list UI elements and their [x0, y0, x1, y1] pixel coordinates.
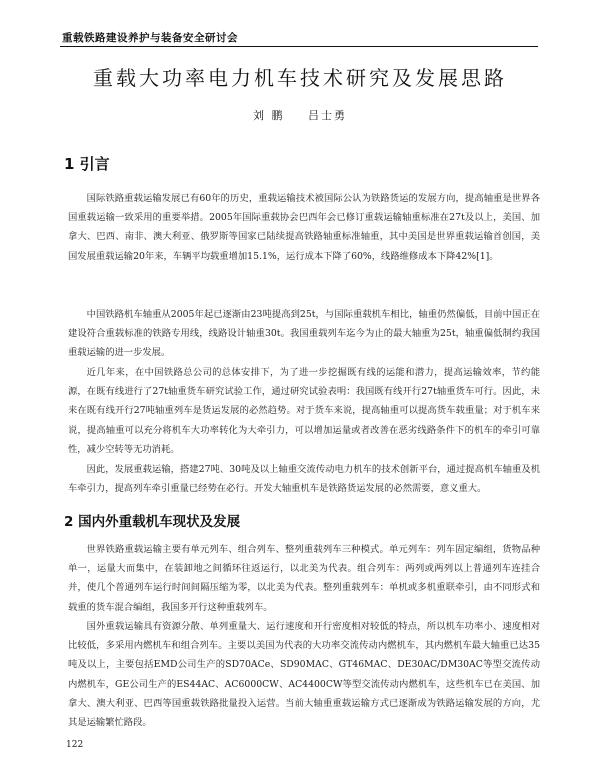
running-header: 重载铁路建设养护与装备安全研讨会 [62, 32, 238, 44]
paper-title: 重载大功率电力机车技术研究及发展思路 [93, 66, 507, 90]
body-paragraph: 因此，发展重载运输，搭建27吨、30吨及以上轴重交流传动电力机车的技术创新平台，通过提高机车轴重及机车牵引力，提高列车牵引重量已经势在必行。开发大轴重机车是铁路货运发展的必然需要，意义重大。 [68, 464, 540, 495]
body-paragraph: 中国铁路机车轴重从2005年起已逐渐由23吨提高到25t，与国际重载机车相比，轴重仍然偏低，目前中国正在建设符合重载标准的铁路专用线，线路设计轴重30t。我国重载列车迄今为止的最大轴重为25t，轴重偏低制约我国重载运输的进一步发展。 [68, 309, 540, 359]
body-paragraph: 国际铁路重载运输发展已有60年的历史，重载运输技术被国际公认为铁路货运的发展方向，提高轴重是世界各国重载运输一致采用的重要举措。2005年国际重载协会巴西年会已修订重载运输轴重标准在27t及以上，美国、加拿大、巴西、南非、澳大利亚、俄罗斯等国家已陆续提高铁路轴重标准轴重，其中美国是世界重载运输首创国，美国发展重载运输20年来，车辆平均载重增加15.1%，运行成本下降了60%，线路维修成本下降42%[1]。 [68, 193, 540, 262]
body-paragraph: 世界铁路重载运输主要有单元列车、组合列车、整列重载列车三种模式。单元列车：列车固定编组，货物品种单一，运量大而集中，在装卸地之间循环往返运行，以北美为代表。组合列车：两列或两列以上普通列车连挂合并，使几个普通列车运行时间间隔压缩为零，以北美为代表。整列重载列车：单机或多机重联牵引，由不同形式和载重的货车混合编组，我国多开行这种重载列车。 [68, 544, 540, 613]
page-number: 122 [66, 740, 84, 750]
author-name: 吕士勇 [308, 109, 347, 122]
body-paragraph: 近几年来，在中国铁路总公司的总体安排下，为了进一步挖掘既有线的运能和潜力，提高运输效率，节约能源，在既有线进行了27t轴重货车研究试验工作，通过研究试验表明：我国既有线开行27t轴重货车可行。因此，未来在既有线开行27吨轴重列车是货运发展的必然趋势。对于货车来说，提高轴重可以提高货车载重量；对于机车来说，提高轴重可以充分将机车大功率转化为大牵引力，可以增加运量或者改善在恶劣线路条件下的机车的牵引可靠性，减少空转等无功消耗。 [68, 367, 540, 455]
section-heading-status: 2 国内外重载机车现状及发展 [64, 514, 241, 530]
header-rule [60, 46, 538, 47]
author-line [60, 107, 540, 123]
body-paragraph: 国外重载运输具有资源分散、单列重量大、运行速度和开行密度相对较低的特点，所以机车功率小、速度相对比较低，多采用内燃机车和组合列车。主要以美国为代表的大功率交流传动内燃机车，其内燃机车最大轴重已达35吨及以上，主要包括EMD公司生产的SD70ACe、SD90MAC、GT46MAC、DE30AC/DM30AC等型交流传动内燃机车，GE公司生产的ES44AC、AC6000CW、AC4400CW等型交流传动内燃机车，这些机车已在美国、加拿大、澳大利亚、巴西等国重载铁路批量投入运营。当前大轴重重载运输方式已逐渐成为铁路运输发展的方向，尤其是运输繁忙路段。 [68, 621, 540, 729]
section-heading-introduction: 1 引言 [64, 155, 110, 173]
author-name: 刘 鹏 [253, 109, 285, 122]
